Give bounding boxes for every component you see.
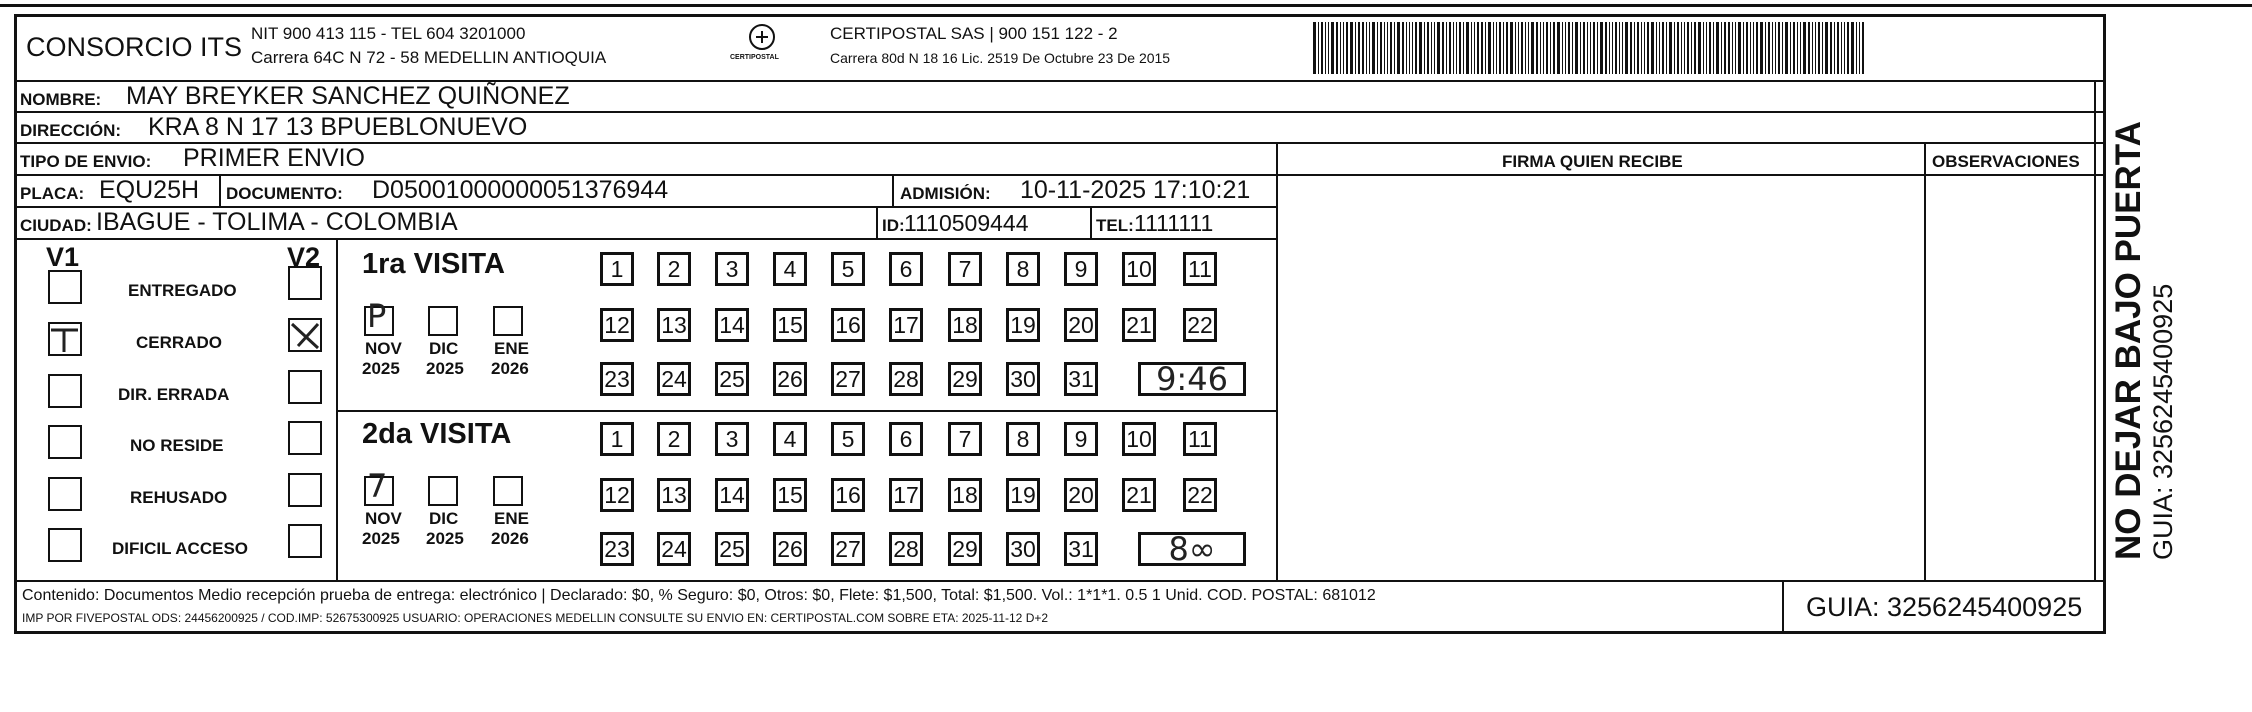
- month-label: DIC: [429, 509, 459, 528]
- day-checkbox[interactable]: 25: [715, 532, 749, 566]
- column-divider-observaciones: [1924, 142, 1926, 580]
- day-checkbox[interactable]: 20: [1064, 478, 1098, 512]
- visit-divider: [336, 410, 1276, 412]
- day-checkbox[interactable]: 24: [657, 532, 691, 566]
- cell-divider: [1090, 206, 1092, 238]
- day-checkbox[interactable]: 23: [600, 362, 634, 396]
- day-checkbox[interactable]: 8: [1006, 422, 1040, 456]
- admision-label: ADMISIÓN:: [900, 184, 991, 203]
- footer-guia: GUIA: 3256245400925: [1806, 592, 2083, 622]
- nombre-label: NOMBRE:: [20, 90, 102, 109]
- day-checkbox[interactable]: 14: [715, 308, 749, 342]
- day-checkbox[interactable]: 1: [600, 252, 634, 286]
- day-checkbox[interactable]: 2: [657, 422, 691, 456]
- column-divider-firma: [1276, 142, 1278, 580]
- day-checkbox[interactable]: 6: [889, 252, 923, 286]
- side-warning: NO DEJAR BAJO PUERTA: [2109, 121, 2148, 560]
- day-checkbox[interactable]: 11: [1183, 252, 1217, 286]
- logo-text: CERTIPOSTAL: [730, 54, 779, 61]
- ciudad-label: CIUDAD:: [20, 216, 92, 235]
- v1-checkbox[interactable]: [48, 322, 82, 356]
- day-checkbox[interactable]: 21: [1122, 308, 1156, 342]
- row-divider: [14, 238, 1278, 240]
- day-checkbox[interactable]: 20: [1064, 308, 1098, 342]
- company-name: CONSORCIO ITS: [26, 32, 243, 62]
- tel-value: 1111111: [1134, 210, 1214, 236]
- month-checkbox[interactable]: [428, 476, 458, 506]
- footer-divider: [14, 580, 2106, 582]
- year-label: 2025: [426, 529, 464, 548]
- day-checkbox[interactable]: 19: [1006, 308, 1040, 342]
- footer-content-line: Contenido: Documentos Medio recepción prueba de entrega: electrónico | Declarado: $0, % Seguro: $0, Otros: $0, Flete: $1,500, Total: $1,500. Vol.: 1*1*1. 0.5 1 Unid. COD. POSTAL: 681012: [22, 587, 1376, 604]
- day-checkbox[interactable]: 18: [948, 308, 982, 342]
- day-checkbox[interactable]: 28: [889, 362, 923, 396]
- side-guia: GUIA: 3256245400925: [2148, 283, 2178, 560]
- ciudad-value: IBAGUE - TOLIMA - COLOMBIA: [96, 208, 458, 236]
- day-checkbox[interactable]: 22: [1183, 478, 1217, 512]
- v2-checkbox[interactable]: [288, 473, 322, 507]
- v1-checkbox[interactable]: [48, 477, 82, 511]
- v1-checkbox[interactable]: [48, 425, 82, 459]
- direccion-label: DIRECCIÓN:: [20, 121, 122, 140]
- footer-print-line: IMP POR FIVEPOSTAL ODS: 24456200925 / COD.IMP: 52675300925 USUARIO: OPERACIONES MEDELLIN CONSULTE SU ENVIO EN: CERTIPOSTAL.COM SOBRE ETA: 2025-11-12 D+2: [22, 611, 1049, 625]
- day-checkbox[interactable]: 7: [948, 252, 982, 286]
- day-checkbox[interactable]: 5: [831, 422, 865, 456]
- firma-column-header: FIRMA QUIEN RECIBE: [1502, 152, 1683, 171]
- day-checkbox[interactable]: 16: [831, 308, 865, 342]
- month-checkbox[interactable]: [493, 306, 523, 336]
- documento-value: D05001000000051376944: [372, 176, 669, 204]
- day-checkbox[interactable]: 7: [948, 422, 982, 456]
- year-label: 2025: [362, 529, 400, 548]
- day-checkbox[interactable]: 25: [715, 362, 749, 396]
- v2-checkbox[interactable]: [288, 370, 322, 404]
- v2-checkbox[interactable]: [288, 318, 322, 352]
- status-label: ENTREGADO: [128, 281, 237, 300]
- day-checkbox[interactable]: 22: [1183, 308, 1217, 342]
- day-checkbox[interactable]: 3: [715, 422, 749, 456]
- cell-divider: [219, 174, 221, 206]
- time-box[interactable]: 9:46: [1138, 362, 1246, 396]
- day-checkbox[interactable]: 31: [1064, 362, 1098, 396]
- top-border-line: [0, 4, 2252, 7]
- v1-header: V1: [46, 242, 80, 272]
- month-label: ENE: [494, 339, 529, 358]
- placa-value: EQU25H: [99, 176, 200, 204]
- day-checkbox[interactable]: 10: [1122, 422, 1156, 456]
- status-label: DIR. ERRADA: [118, 385, 230, 404]
- day-checkbox[interactable]: 2: [657, 252, 691, 286]
- month-checkbox[interactable]: [428, 306, 458, 336]
- day-checkbox[interactable]: 13: [657, 308, 691, 342]
- status-visit-divider: [336, 238, 338, 580]
- visit-title: 2da VISITA: [362, 418, 512, 450]
- day-checkbox[interactable]: 29: [948, 362, 982, 396]
- month-label: DIC: [429, 339, 459, 358]
- admision-value: 10-11-2025 17:10:21: [1020, 176, 1251, 204]
- status-label: REHUSADO: [130, 488, 228, 507]
- day-checkbox[interactable]: 8: [1006, 252, 1040, 286]
- day-checkbox[interactable]: 26: [773, 532, 807, 566]
- day-checkbox[interactable]: 27: [831, 362, 865, 396]
- id-value: 1110509444: [904, 210, 1029, 236]
- day-checkbox[interactable]: 18: [948, 478, 982, 512]
- day-checkbox[interactable]: 3: [715, 252, 749, 286]
- day-checkbox[interactable]: 4: [773, 252, 807, 286]
- status-label: DIFICIL ACCESO: [112, 539, 249, 558]
- v1-checkbox[interactable]: [48, 270, 82, 304]
- column-divider-side: [2094, 80, 2096, 580]
- v2-checkbox[interactable]: [288, 266, 322, 300]
- side-text-block: [2106, 80, 2178, 560]
- day-checkbox[interactable]: 12: [600, 308, 634, 342]
- day-checkbox[interactable]: 10: [1122, 252, 1156, 286]
- carrier-info-line-2: Carrera 80d N 18 16 Lic. 2519 De Octubre 23 De 2015: [830, 50, 1171, 66]
- day-checkbox[interactable]: 30: [1006, 532, 1040, 566]
- day-checkbox[interactable]: 21: [1122, 478, 1156, 512]
- observaciones-column-header: OBSERVACIONES: [1932, 152, 2080, 171]
- day-checkbox[interactable]: 23: [600, 532, 634, 566]
- certipostal-logo-icon: [749, 24, 775, 50]
- day-checkbox[interactable]: 5: [831, 252, 865, 286]
- year-label: 2025: [426, 359, 464, 378]
- day-checkbox[interactable]: 1: [600, 422, 634, 456]
- status-label: NO RESIDE: [130, 436, 224, 455]
- day-checkbox[interactable]: 30: [1006, 362, 1040, 396]
- tipo-envio-value: PRIMER ENVIO: [183, 144, 365, 172]
- day-checkbox[interactable]: 28: [889, 532, 923, 566]
- time-box[interactable]: 8∞: [1138, 532, 1246, 566]
- documento-label: DOCUMENTO:: [226, 184, 343, 203]
- v2-checkbox[interactable]: [288, 524, 322, 558]
- month-label: ENE: [494, 509, 529, 528]
- day-checkbox[interactable]: 12: [600, 478, 634, 512]
- day-checkbox[interactable]: 13: [657, 478, 691, 512]
- company-info-line-2: Carrera 64C N 72 - 58 MEDELLIN ANTIOQUIA: [251, 48, 607, 67]
- day-checkbox[interactable]: 9: [1064, 252, 1098, 286]
- day-checkbox[interactable]: 16: [831, 478, 865, 512]
- month-hand-mark: P: [367, 297, 387, 335]
- day-checkbox[interactable]: 4: [773, 422, 807, 456]
- day-checkbox[interactable]: 19: [1006, 478, 1040, 512]
- carrier-info-line-1: CERTIPOSTAL SAS | 900 151 122 - 2: [830, 24, 1118, 43]
- cell-divider: [876, 206, 878, 238]
- month-checkbox[interactable]: [493, 476, 523, 506]
- nombre-value: MAY BREYKER SANCHEZ QUIÑONEZ: [126, 82, 570, 110]
- day-checkbox[interactable]: 11: [1183, 422, 1217, 456]
- day-checkbox[interactable]: 24: [657, 362, 691, 396]
- month-label: NOV: [365, 339, 402, 358]
- cell-divider: [892, 174, 894, 206]
- day-checkbox[interactable]: 31: [1064, 532, 1098, 566]
- barcode: [1313, 22, 1953, 74]
- day-checkbox[interactable]: 15: [773, 308, 807, 342]
- day-checkbox[interactable]: 9: [1064, 422, 1098, 456]
- v2-header: V2: [287, 242, 321, 272]
- placa-label: PLACA:: [20, 184, 85, 203]
- company-info-line-1: NIT 900 413 115 - TEL 604 3201000: [251, 24, 526, 43]
- day-checkbox[interactable]: 15: [773, 478, 807, 512]
- v2-checkbox[interactable]: [288, 421, 322, 455]
- direccion-value: KRA 8 N 17 13 BPUEBLONUEVO: [148, 113, 528, 141]
- year-label: 2026: [491, 529, 529, 548]
- footer-guia-divider: [1782, 580, 1784, 634]
- tipo-envio-label: TIPO DE ENVIO:: [20, 152, 152, 171]
- day-checkbox[interactable]: 26: [773, 362, 807, 396]
- day-checkbox[interactable]: 17: [889, 308, 923, 342]
- v1-checkbox[interactable]: [48, 528, 82, 562]
- visit-title: 1ra VISITA: [362, 248, 505, 280]
- v1-checkbox[interactable]: [48, 374, 82, 408]
- day-checkbox[interactable]: 6: [889, 422, 923, 456]
- day-checkbox[interactable]: 14: [715, 478, 749, 512]
- tel-label: TEL:: [1096, 216, 1134, 235]
- id-label: ID:: [882, 216, 905, 235]
- month-hand-mark: 7: [367, 467, 388, 505]
- year-label: 2026: [491, 359, 529, 378]
- month-label: NOV: [365, 509, 402, 528]
- year-label: 2025: [362, 359, 400, 378]
- day-checkbox[interactable]: 29: [948, 532, 982, 566]
- day-checkbox[interactable]: 17: [889, 478, 923, 512]
- status-label: CERRADO: [136, 333, 222, 352]
- day-checkbox[interactable]: 27: [831, 532, 865, 566]
